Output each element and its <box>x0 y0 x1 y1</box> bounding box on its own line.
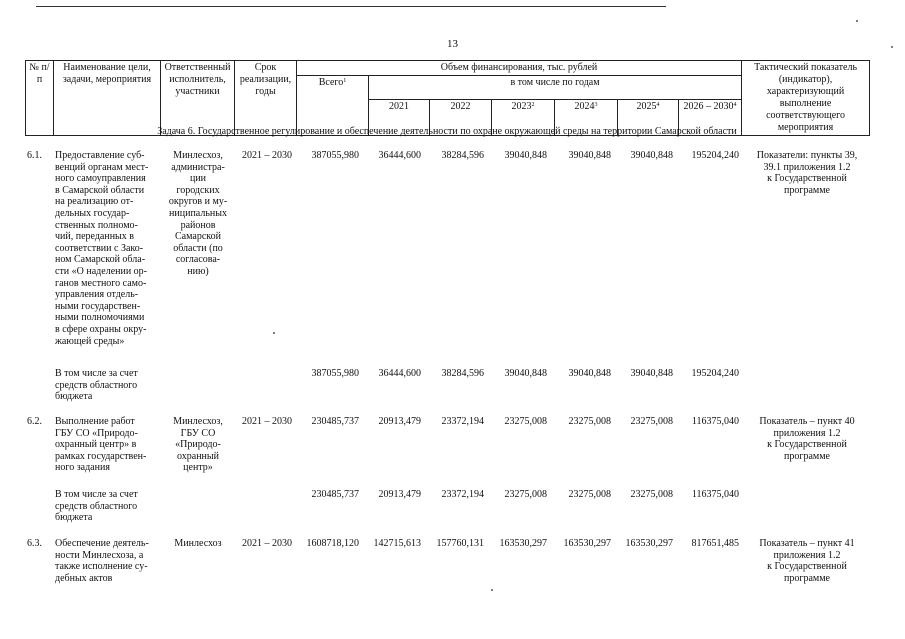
row-total: 230485,737 <box>311 489 359 500</box>
row-year-value: 39040,848 <box>504 368 547 379</box>
row-name-line: Выполнение работ <box>55 416 135 427</box>
row-responsible <box>163 416 233 474</box>
row-indicator-line: программе <box>784 450 830 462</box>
row-responsible-line: администра- <box>171 161 225 173</box>
row-name-line: ственных полномо- <box>55 219 138 231</box>
row-year-value: 195204,240 <box>691 368 739 379</box>
row-indicator-line: программе <box>784 184 830 196</box>
row-year-value: 39040,848 <box>568 150 611 161</box>
row-responsible-line: нию) <box>187 265 209 277</box>
header-year: 2025$^4$ <box>618 100 679 136</box>
row-name-line: дельных государ- <box>55 207 130 219</box>
row-indicator-line: программе <box>784 572 830 584</box>
row-name-line: ности Минлесхоза, а <box>55 549 144 561</box>
row-responsible-line: ции <box>189 173 207 185</box>
row-year-value: 38284,596 <box>441 368 484 379</box>
row-name <box>55 150 161 347</box>
row-indicator-line: приложения 1.2 <box>773 427 841 439</box>
row-year-value: 20913,479 <box>378 489 421 500</box>
row-indicator <box>746 150 868 196</box>
header-term: Срок реализации, годы <box>235 61 297 136</box>
row-name-line: ного самоуправления <box>55 173 146 185</box>
row-name-line: также исполнение су- <box>55 561 148 573</box>
header-year: 2022 <box>430 100 492 136</box>
row-indicator-line: к Государственной <box>767 173 847 185</box>
scan-speck <box>491 589 493 591</box>
row-year-value: 163530,297 <box>499 538 547 549</box>
row-year-value: 20913,479 <box>378 416 421 427</box>
header-indicator: Тактический показатель (индикатор), характеризующий выполнение соответствующего мероприятия <box>742 61 870 136</box>
row-number: 6.2. <box>27 416 42 427</box>
row-indicator-line: к Государственной <box>767 439 847 451</box>
row-year-value: 36444,600 <box>378 368 421 379</box>
row-indicator-line: приложения 1.2 <box>773 549 841 561</box>
row-indicator-line: Показатель – пункт 41 <box>759 538 855 549</box>
row-responsible-line: центр» <box>183 462 213 474</box>
row-responsible-line: области (по <box>173 242 223 254</box>
row-name-line: рамках государствен- <box>55 450 147 462</box>
task-title: Задача 6. Государственное регулирование и обеспечение деятельности по охране окружающей среды на территории Самарской области <box>157 126 737 137</box>
scan-speck <box>891 46 893 48</box>
row-year-value: 163530,297 <box>563 538 611 549</box>
row-year-value: 23275,008 <box>630 489 673 500</box>
row-year-value: 23275,008 <box>504 416 547 427</box>
header-year: 2021 <box>369 100 430 136</box>
header-year: 2024$^3$ <box>555 100 618 136</box>
row-year-value: 23372,194 <box>441 489 484 500</box>
row-name <box>55 489 161 524</box>
header-num: № п/п <box>26 61 54 136</box>
row-name-line: В том числе за счет <box>55 368 138 379</box>
row-year-value: 39040,848 <box>568 368 611 379</box>
row-name <box>55 538 161 584</box>
row-indicator <box>746 538 868 584</box>
row-name-line: в Самарской области <box>55 184 145 196</box>
row-number: 6.3. <box>27 538 42 549</box>
row-term: 2021 – 2030 <box>242 538 292 549</box>
row-year-value: 817651,485 <box>691 538 739 549</box>
scan-speck <box>856 20 858 22</box>
header-responsible: Ответственный исполнитель, участники <box>161 61 235 136</box>
row-responsible-line: ГБУ СО <box>180 427 216 439</box>
row-year-value: 23275,008 <box>568 416 611 427</box>
row-name-line: ными полномочиями <box>55 312 145 324</box>
header-by-years: в том числе по годам <box>369 76 742 100</box>
row-year-value: 163530,297 <box>625 538 673 549</box>
row-year-value: 38284,596 <box>441 150 484 161</box>
row-responsible-line: Минлесхоз <box>174 538 222 549</box>
row-total: 230485,737 <box>311 416 359 427</box>
row-total: 387055,980 <box>311 150 359 161</box>
row-name-line: ными государствен- <box>55 300 141 312</box>
row-year-value: 157760,131 <box>436 538 484 549</box>
row-name-line: дебных актов <box>55 572 113 584</box>
row-indicator-line: к Государственной <box>767 561 847 573</box>
row-name-line: управления отдель- <box>55 289 139 301</box>
row-year-value: 23372,194 <box>441 416 484 427</box>
row-name-line: средств областного <box>55 500 138 512</box>
row-responsible-line: Минлесхоз, <box>173 150 223 161</box>
row-responsible-line: городских <box>176 184 220 196</box>
row-responsible-line: «Природо- <box>175 439 221 451</box>
row-name-line: соответствии с Зако- <box>55 242 144 254</box>
row-name-line: жающей среды» <box>55 335 125 347</box>
row-total: 387055,980 <box>311 368 359 379</box>
row-indicator-line: Показатель – пункт 40 <box>759 416 855 427</box>
row-name-line: ном Самарской обла- <box>55 254 146 266</box>
row-responsible <box>163 150 233 278</box>
row-name-line: чий, переданных в <box>55 231 134 243</box>
row-name <box>55 416 161 474</box>
row-name-line: венций органам мест- <box>55 161 149 173</box>
row-responsible-line: Минлесхоз, <box>173 416 223 427</box>
row-number: 6.1. <box>27 150 42 161</box>
row-responsible-line: Самарской <box>175 231 221 243</box>
row-indicator-line: 39.1 приложения 1.2 <box>763 161 851 173</box>
row-name-line: бюджета <box>55 512 93 524</box>
row-indicator <box>746 416 868 462</box>
row-name-line: на реализацию от- <box>55 196 134 208</box>
table-header <box>25 60 870 136</box>
row-responsible <box>163 538 233 550</box>
row-name-line: охранный центр» в <box>55 439 137 451</box>
page-number: 13 <box>447 38 458 50</box>
row-responsible-line: ниципальных <box>169 207 227 219</box>
row-year-value: 142715,613 <box>373 538 421 549</box>
row-name-line: сти «О наделении ор- <box>55 265 148 277</box>
header-name: Наименование цели, задачи, мероприятия <box>54 61 161 136</box>
row-name-line: Обеспечение деятель- <box>55 538 149 549</box>
row-year-value: 36444,600 <box>378 150 421 161</box>
row-responsible-line: согласова- <box>175 254 221 266</box>
row-name-line: бюджета <box>55 391 93 403</box>
row-term: 2021 – 2030 <box>242 416 292 427</box>
row-responsible-line: районов <box>180 219 216 231</box>
row-name-line: ГБУ СО «Природо- <box>55 427 138 439</box>
header-year: 2023$^2$ <box>492 100 555 136</box>
scan-speck <box>273 332 275 334</box>
row-term: 2021 – 2030 <box>242 150 292 161</box>
row-year-value: 23275,008 <box>568 489 611 500</box>
row-year-value: 39040,848 <box>504 150 547 161</box>
row-year-value: 23275,008 <box>504 489 547 500</box>
row-name-line: Предоставление суб- <box>55 150 145 161</box>
header-total: Всего$^1$ <box>297 76 369 136</box>
row-name <box>55 368 161 403</box>
row-year-value: 39040,848 <box>630 150 673 161</box>
row-name-line: в сфере охраны окру- <box>55 323 147 335</box>
row-name-line: ного задания <box>55 462 110 474</box>
header-year: 2026 – 2030$^4$ <box>679 100 742 136</box>
row-year-value: 195204,240 <box>691 150 739 161</box>
row-responsible-line: округов и му- <box>168 196 228 208</box>
row-total: 1608718,120 <box>306 538 359 549</box>
row-name-line: В том числе за счет <box>55 489 138 500</box>
row-year-value: 23275,008 <box>630 416 673 427</box>
top-rule <box>36 6 666 7</box>
row-name-line: ганов местного само- <box>55 277 147 289</box>
row-year-value: 39040,848 <box>630 368 673 379</box>
row-year-value: 116375,040 <box>691 489 739 500</box>
row-year-value: 116375,040 <box>691 416 739 427</box>
header-funding: Объем финансирования, тыс. рублей <box>297 61 742 76</box>
row-responsible-line: охранный <box>177 450 219 462</box>
row-indicator-line: Показатели: пункты 39, <box>756 150 858 161</box>
row-name-line: средств областного <box>55 379 138 391</box>
